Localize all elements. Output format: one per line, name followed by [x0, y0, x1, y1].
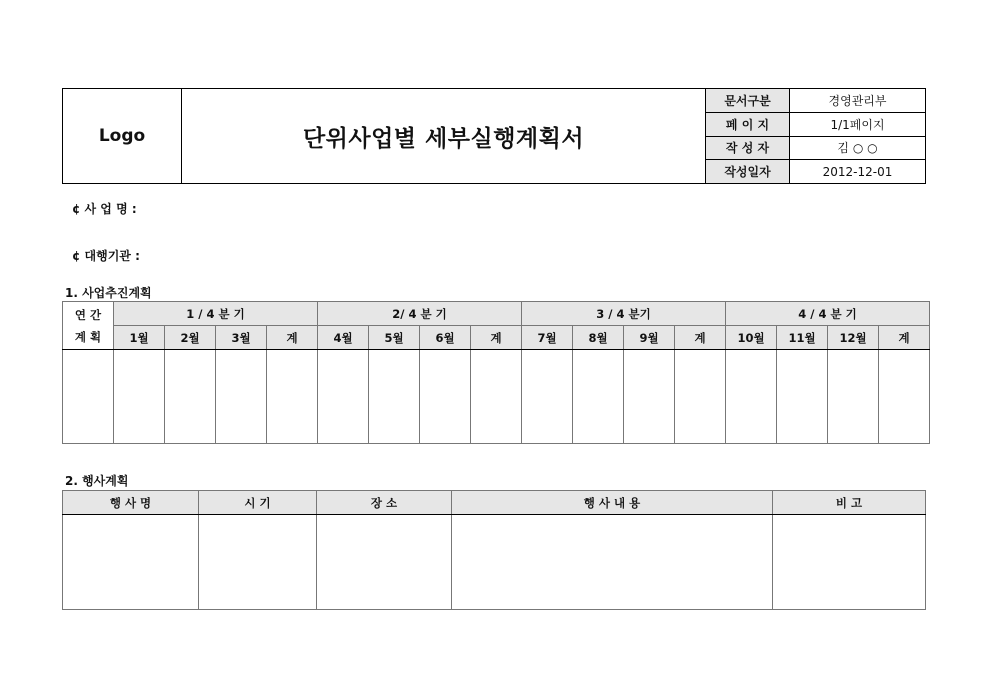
document-title: 단위사업별 세부실행계획서: [182, 89, 706, 184]
corner-line-2: 계 획: [74, 329, 102, 344]
annual-plan-table: [62, 301, 930, 444]
event-cell[interactable]: [63, 515, 199, 610]
quarter-header-4: 4 / 4 분 기: [726, 302, 930, 326]
month-header: 4월: [318, 326, 369, 350]
event-col-content: 행 사 내 용: [452, 491, 773, 515]
event-col-place: 장 소: [317, 491, 452, 515]
month-header: 8월: [573, 326, 624, 350]
quarter-header-3: 3 / 4 분기: [522, 302, 726, 326]
event-col-note: 비 고: [773, 491, 926, 515]
plan-cell[interactable]: [573, 350, 624, 444]
month-header: 9월: [624, 326, 675, 350]
meta-label-author: 작 성 자: [706, 136, 790, 160]
quarter-total-header: 계: [471, 326, 522, 350]
plan-cell[interactable]: [114, 350, 165, 444]
quarter-header-1: 1 / 4 분 기: [114, 302, 318, 326]
logo: Logo: [63, 89, 182, 184]
plan-cell[interactable]: [777, 350, 828, 444]
plan-cell[interactable]: [420, 350, 471, 444]
event-cell[interactable]: [773, 515, 926, 610]
meta-value-doc-type: 경영관리부: [790, 89, 926, 113]
plan-cell[interactable]: [675, 350, 726, 444]
plan-cell[interactable]: [522, 350, 573, 444]
plan-cell[interactable]: [828, 350, 879, 444]
plan-cell[interactable]: [267, 350, 318, 444]
meta-label-doc-type: 문서구분: [706, 89, 790, 113]
meta-label-date: 작성일자: [706, 160, 790, 184]
event-cell[interactable]: [317, 515, 452, 610]
month-header: 12월: [828, 326, 879, 350]
month-header: 1월: [114, 326, 165, 350]
meta-value-page: 1/1페이지: [790, 112, 926, 136]
agency-label: ¢ 대행기관 :: [72, 249, 140, 263]
event-plan-table: [62, 490, 926, 610]
corner-line-1: 연 간: [74, 307, 102, 322]
plan-cell[interactable]: [369, 350, 420, 444]
event-cell[interactable]: [452, 515, 773, 610]
annual-plan-corner: [63, 302, 114, 350]
quarter-header-2: 2/ 4 분 기: [318, 302, 522, 326]
section-title-events: 2. 행사계획: [65, 474, 129, 488]
month-header: 2월: [165, 326, 216, 350]
meta-value-date: 2012-12-01: [790, 160, 926, 184]
plan-cell[interactable]: [471, 350, 522, 444]
document-header-table: [62, 88, 926, 184]
plan-cell[interactable]: [216, 350, 267, 444]
plan-cell[interactable]: [726, 350, 777, 444]
month-header: 11월: [777, 326, 828, 350]
quarter-total-header: 계: [879, 326, 930, 350]
meta-label-page: 페 이 지: [706, 112, 790, 136]
event-cell[interactable]: [199, 515, 317, 610]
month-header: 5월: [369, 326, 420, 350]
event-col-period: 시 기: [199, 491, 317, 515]
quarter-total-header: 계: [267, 326, 318, 350]
meta-value-author: 김 ○ ○: [790, 136, 926, 160]
event-col-name: 행 사 명: [63, 491, 199, 515]
plan-cell[interactable]: [165, 350, 216, 444]
plan-cell[interactable]: [879, 350, 930, 444]
plan-cell[interactable]: [318, 350, 369, 444]
month-header: 10월: [726, 326, 777, 350]
month-header: 3월: [216, 326, 267, 350]
plan-cell-label[interactable]: [63, 350, 114, 444]
month-header: 6월: [420, 326, 471, 350]
quarter-total-header: 계: [675, 326, 726, 350]
section-title-plan: 1. 사업추진계획: [65, 286, 152, 300]
month-header: 7월: [522, 326, 573, 350]
plan-cell[interactable]: [624, 350, 675, 444]
project-name-label: ¢ 사 업 명 :: [72, 202, 137, 216]
